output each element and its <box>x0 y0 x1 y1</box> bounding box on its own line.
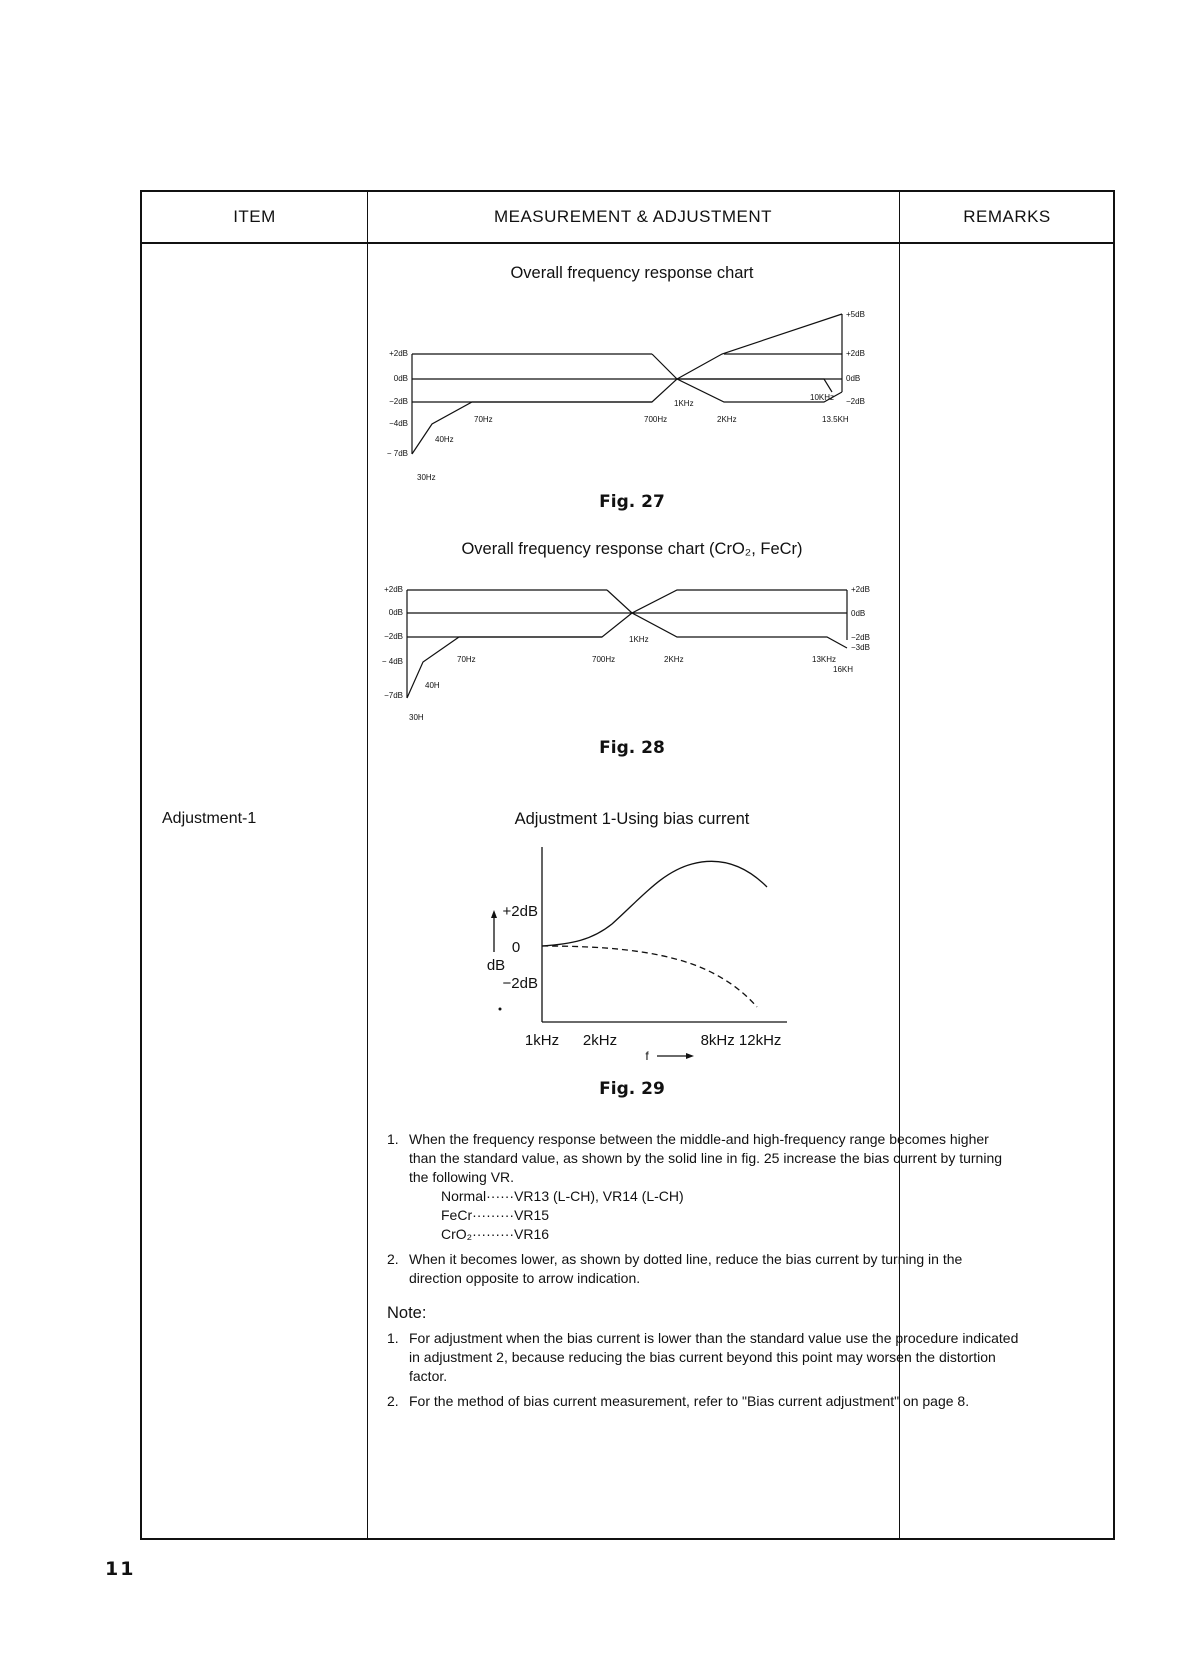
fig29-x-1k: 1kHz <box>524 1032 560 1049</box>
instruction-2-text: When it becomes lower, as shown by dotted line, reduce the bias current by turning in the direction opposite to arrow indication. <box>409 1251 963 1286</box>
fig27-upper-limit <box>652 314 842 379</box>
fig27-right-minus2: −2dB <box>846 397 865 406</box>
fig27-caption: Fig. 27 <box>599 492 665 512</box>
fig27-f-700: 700Hz <box>644 415 668 424</box>
fig29-x-2k: 2kHz <box>582 1032 618 1049</box>
fig29-f-arrow-head <box>686 1053 694 1059</box>
fig28-f-40: 40H <box>425 681 440 690</box>
page-number: 11 <box>105 1558 136 1580</box>
fig29-title: Adjustment 1-Using bias current <box>514 810 750 828</box>
fig29-dot-mark <box>499 1008 502 1011</box>
fig28-right-plus2: +2dB <box>851 585 870 594</box>
adjustment-table <box>140 190 1115 1540</box>
fig28-f-16k: 16KH <box>833 665 854 674</box>
instruction-1-number: 1. <box>387 1131 399 1147</box>
instruction-2 <box>387 1250 1019 1288</box>
fig27-tick-plus2: +2dB <box>389 349 408 358</box>
fig27-right-plus5: +5dB <box>846 310 865 319</box>
fig29-db-arrow-head <box>491 910 497 918</box>
fig29-tick-0: 0 <box>511 939 521 956</box>
fig28-tick-plus2: +2dB <box>384 585 403 594</box>
fig29-tick-plus2: +2dB <box>502 903 538 920</box>
vr-cro2: CrO₂·········VR16 <box>441 1226 550 1242</box>
fig28-chart <box>357 580 887 730</box>
header-remarks: REMARKS <box>963 207 1051 226</box>
fig28-tick-minus7: −7dB <box>384 691 403 700</box>
fig29-caption: Fig. 29 <box>599 1079 665 1099</box>
fig28-tick-minus2: −2dB <box>384 632 403 641</box>
fig28-right-minus2: −2dB <box>851 633 870 642</box>
header-measurement: MEASUREMENT & ADJUSTMENT <box>493 207 773 226</box>
fig27-right-0: 0dB <box>846 374 861 383</box>
fig29-ylabel: dB <box>486 957 506 974</box>
fig28-caption: Fig. 28 <box>599 738 665 758</box>
fig28-f-70: 70Hz <box>457 655 476 664</box>
header-item: ITEM <box>233 207 276 226</box>
vr-fecr: FeCr·········VR15 <box>441 1207 550 1223</box>
fig27-tick-minus4: −4dB <box>389 419 408 428</box>
fig27-f-2k: 2KHz <box>717 415 737 424</box>
fig27-f-30: 30Hz <box>417 473 436 482</box>
adjustment-instructions <box>387 1130 1019 1417</box>
fig27-f-40: 40Hz <box>435 435 454 444</box>
fig27-f-13k: 13.5KH <box>822 415 849 424</box>
fig28-f-2k: 2KHz <box>664 655 684 664</box>
fig27-f-10k: 10KHz <box>810 393 835 402</box>
fig28-f-700: 700Hz <box>592 655 616 664</box>
fig27-tick-minus2: −2dB <box>389 397 408 406</box>
fig29-x-8k12k: 8kHz 12kHz <box>700 1032 782 1049</box>
fig27-tick-minus7: − 7dB <box>386 449 408 458</box>
instruction-1 <box>387 1130 1019 1244</box>
item-adjustment-1: Adjustment-1 <box>162 810 257 827</box>
fig28-right-minus3: −3dB <box>851 643 870 652</box>
fig28-f-1k: 1KHz <box>629 635 649 644</box>
note-heading: Note: <box>387 1304 427 1322</box>
fig28-title: Overall frequency response chart (CrO₂, FeCr) <box>461 540 803 558</box>
note-2-number: 2. <box>387 1393 399 1409</box>
fig29-xlabel: f <box>645 1049 649 1063</box>
fig28-f-30: 30H <box>409 713 424 722</box>
vr-normal: Normal······VR13 (L-CH), VR14 (L-CH) <box>441 1188 684 1204</box>
note-1 <box>387 1329 1019 1386</box>
fig27-right-plus2-label: +2dB <box>846 349 865 358</box>
fig28-tick-minus4: − 4dB <box>381 657 403 666</box>
header-divider <box>142 242 1113 244</box>
fig28-upper-limit <box>607 590 847 613</box>
fig27-f-70: 70Hz <box>474 415 493 424</box>
fig28-f-13k: 13KHz <box>812 655 837 664</box>
fig28-right-0: 0dB <box>851 609 866 618</box>
instruction-1-text: When the frequency response between the middle-and high-frequency range becomes higher than the standard value, as shown by the solid line in fig. 25 increase the bias current by turning the following VR. <box>409 1131 1003 1185</box>
note-1-number: 1. <box>387 1330 399 1346</box>
note-2 <box>387 1392 1019 1411</box>
fig27-f-1k: 1KHz <box>674 399 694 408</box>
fig27-title: Overall frequency response chart <box>510 264 754 282</box>
fig29-chart <box>482 842 812 1062</box>
fig29-tick-minus2: −2dB <box>502 975 538 992</box>
note-1-text: For adjustment when the bias current is lower than the standard value use the procedure indicated in adjustment 2, because reducing the bias current beyond this point may worsen the distortion factor. <box>409 1330 1019 1384</box>
instruction-2-number: 2. <box>387 1251 399 1267</box>
fig28-tick-0: 0dB <box>388 608 403 617</box>
note-2-text: For the method of bias current measurement, refer to "Bias current adjustment" on page 8. <box>409 1393 970 1409</box>
fig27-chart <box>362 302 882 502</box>
fig27-tick-0: 0dB <box>393 374 408 383</box>
fig29-solid-curve <box>542 861 767 946</box>
fig29-dotted-curve <box>542 946 757 1007</box>
